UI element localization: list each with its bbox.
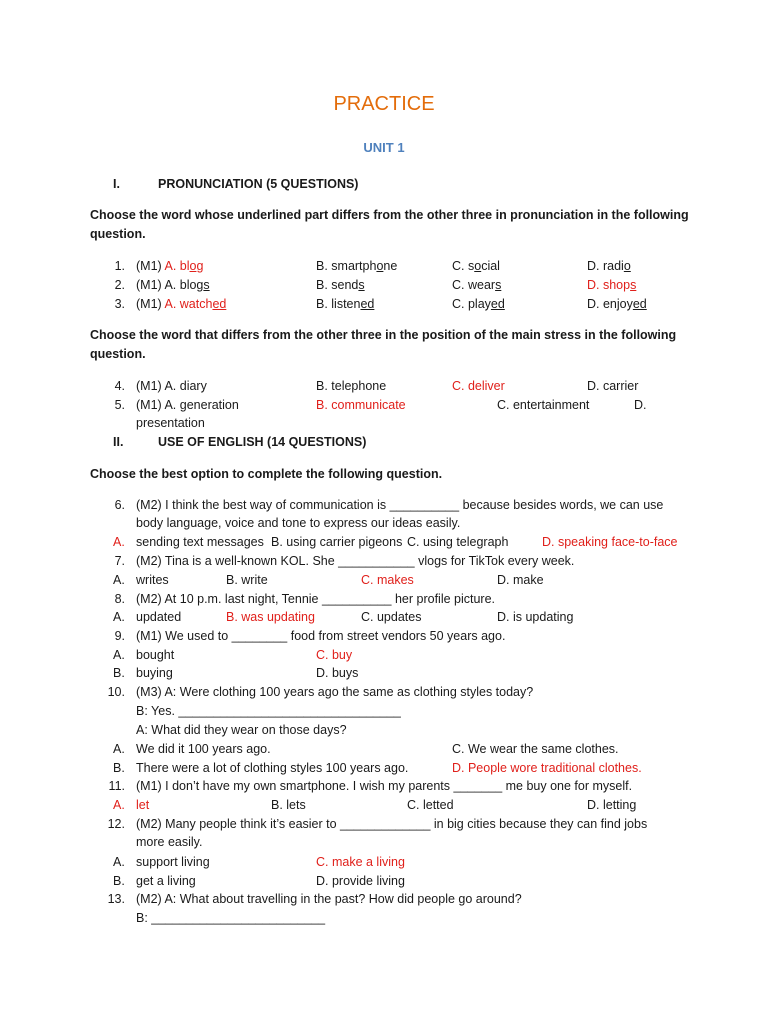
q9-option-a-label: A. bbox=[113, 648, 125, 662]
q12-option-a-label: A. bbox=[113, 855, 125, 869]
q13-stem-continued: B: _________________________ bbox=[136, 911, 326, 925]
unit-heading: UNIT 1 bbox=[363, 140, 405, 155]
q9-option-c: C. buy bbox=[316, 648, 353, 662]
q3-option-d: D. enjoyed bbox=[587, 297, 647, 311]
q1-option-c: C. social bbox=[452, 259, 500, 273]
q3-number: 3. bbox=[114, 297, 125, 311]
q4-option-b: B. telephone bbox=[316, 379, 387, 393]
q11-option-b: B. lets bbox=[271, 798, 306, 812]
q12-option-b-label: B. bbox=[113, 874, 125, 888]
q3-option-c: C. played bbox=[452, 297, 505, 311]
q10-stem: (M3) A: Were clothing 100 years ago the same as clothing styles today? bbox=[136, 685, 534, 699]
q4-option-c: C. deliver bbox=[452, 379, 505, 393]
q12-option-a: support living bbox=[136, 855, 210, 869]
q2-option-a: (M1) A. blogs bbox=[136, 278, 210, 292]
instruction-pronunciation: Choose the word whose underlined part differs from the other three in pronunciation in the following question. bbox=[90, 208, 689, 241]
q4-option-a: (M1) A. diary bbox=[136, 379, 207, 393]
q6-stem: (M2) I think the best way of communication is __________ because besides words, we can use bbox=[136, 498, 664, 512]
q8-option-b: B. was updating bbox=[226, 610, 315, 624]
section-1-number: I. bbox=[113, 177, 120, 191]
q1-number: 1. bbox=[114, 259, 125, 273]
q2-option-c: C. wears bbox=[452, 278, 502, 292]
q10-option-a: We did it 100 years ago. bbox=[136, 742, 271, 756]
q5-option-d-continued: presentation bbox=[136, 416, 205, 430]
q7-option-a: writes bbox=[136, 573, 169, 587]
section-2-title: USE OF ENGLISH (14 QUESTIONS) bbox=[158, 435, 367, 449]
q8-option-a-label: A. bbox=[113, 610, 125, 624]
q9-number: 9. bbox=[114, 629, 125, 643]
q11-option-d: D. letting bbox=[587, 798, 637, 812]
q8-option-a: updated bbox=[136, 610, 182, 624]
q10-option-c: C. We wear the same clothes. bbox=[452, 742, 619, 756]
q7-option-b: B. write bbox=[226, 573, 268, 587]
q6-stem-continued: body language, voice and tone to express our ideas easily. bbox=[136, 516, 461, 530]
q9-option-b: buying bbox=[136, 666, 173, 680]
q7-option-d: D. make bbox=[497, 573, 544, 587]
q11-option-c: C. letted bbox=[407, 798, 454, 812]
q12-stem-continued: more easily. bbox=[136, 835, 203, 849]
q11-number: 11. bbox=[108, 779, 125, 793]
q9-option-d: D. buys bbox=[316, 666, 359, 680]
q11-option-a-label: A. bbox=[113, 798, 125, 812]
q4-option-d: D. carrier bbox=[587, 379, 639, 393]
q6-number: 6. bbox=[114, 498, 125, 512]
q8-number: 8. bbox=[114, 592, 125, 606]
q5-option-d: D. bbox=[634, 398, 647, 412]
instruction-stress: Choose the word that differs from the other three in the position of the main stress in the following question. bbox=[90, 328, 677, 361]
q8-stem: (M2) At 10 p.m. last night, Tennie __________ her profile picture. bbox=[136, 592, 496, 606]
q3-option-a: (M1) A. watched bbox=[136, 297, 227, 311]
q7-number: 7. bbox=[114, 554, 125, 568]
q12-option-d: D. provide living bbox=[316, 874, 405, 888]
q5-option-b: B. communicate bbox=[316, 398, 406, 412]
q4-number: 4. bbox=[114, 379, 125, 393]
q9-stem: (M1) We used to ________ food from street vendors 50 years ago. bbox=[136, 629, 506, 643]
q7-stem: (M2) Tina is a well-known KOL. She ___________ vlogs for TikTok every week. bbox=[136, 554, 575, 568]
q10-option-d: D. People wore traditional clothes. bbox=[452, 761, 642, 775]
section-1-title: PRONUNCIATION (5 QUESTIONS) bbox=[158, 177, 359, 191]
q11-stem: (M1) I don’t have my own smartphone. I wish my parents _______ me buy one for myself. bbox=[136, 779, 633, 793]
q7-option-a-label: A. bbox=[113, 573, 125, 587]
q9-option-a: bought bbox=[136, 648, 175, 662]
q5-number: 5. bbox=[114, 398, 125, 412]
q5-option-a: (M1) A. generation bbox=[136, 398, 239, 412]
q6-option-d: D. speaking face-to-face bbox=[542, 535, 678, 549]
q6-option-c: C. using telegraph bbox=[407, 535, 509, 549]
q13-number: 13. bbox=[107, 892, 125, 906]
q8-option-c: C. updates bbox=[361, 610, 422, 624]
q6-option-a: sending text messages bbox=[136, 535, 264, 549]
q10-option-a-label: A. bbox=[113, 742, 125, 756]
q8-option-d: D. is updating bbox=[497, 610, 574, 624]
q10-stem-line-3: A: What did they wear on those days? bbox=[136, 723, 347, 737]
q6-option-a-label: A. bbox=[113, 535, 125, 549]
q1-option-a: (M1) A. blog bbox=[136, 259, 204, 273]
instruction-use-of-english: Choose the best option to complete the following question. bbox=[90, 467, 443, 481]
q1-option-d: D. radio bbox=[587, 259, 631, 273]
q2-number: 2. bbox=[114, 278, 125, 292]
q3-option-b: B. listened bbox=[316, 297, 375, 311]
section-2-number: II. bbox=[113, 435, 124, 449]
q5-option-c: C. entertainment bbox=[497, 398, 590, 412]
q2-option-b: B. sends bbox=[316, 278, 365, 292]
q12-option-b: get a living bbox=[136, 874, 196, 888]
q9-option-b-label: B. bbox=[113, 666, 125, 680]
q10-option-b-label: B. bbox=[113, 761, 125, 775]
q10-option-b: There were a lot of clothing styles 100 years ago. bbox=[136, 761, 409, 775]
q12-number: 12. bbox=[107, 817, 125, 831]
page-title: PRACTICE bbox=[333, 93, 435, 115]
q1-option-b: B. smartphone bbox=[316, 259, 398, 273]
q10-stem-line-2: B: Yes. ________________________________ bbox=[136, 704, 401, 718]
q12-option-c: C. make a living bbox=[316, 855, 405, 869]
q7-option-c: C. makes bbox=[361, 573, 414, 587]
q6-option-b: B. using carrier pigeons bbox=[271, 535, 403, 549]
q10-number: 10. bbox=[107, 685, 125, 699]
q12-stem: (M2) Many people think it’s easier to _____________ in big cities because they can find jobs bbox=[136, 817, 648, 831]
q2-option-d: D. shops bbox=[587, 278, 637, 292]
q11-option-a: let bbox=[136, 798, 150, 812]
q1-stem: (M1) bbox=[136, 259, 162, 273]
q13-stem: (M2) A: What about travelling in the past? How did people go around? bbox=[136, 892, 522, 906]
